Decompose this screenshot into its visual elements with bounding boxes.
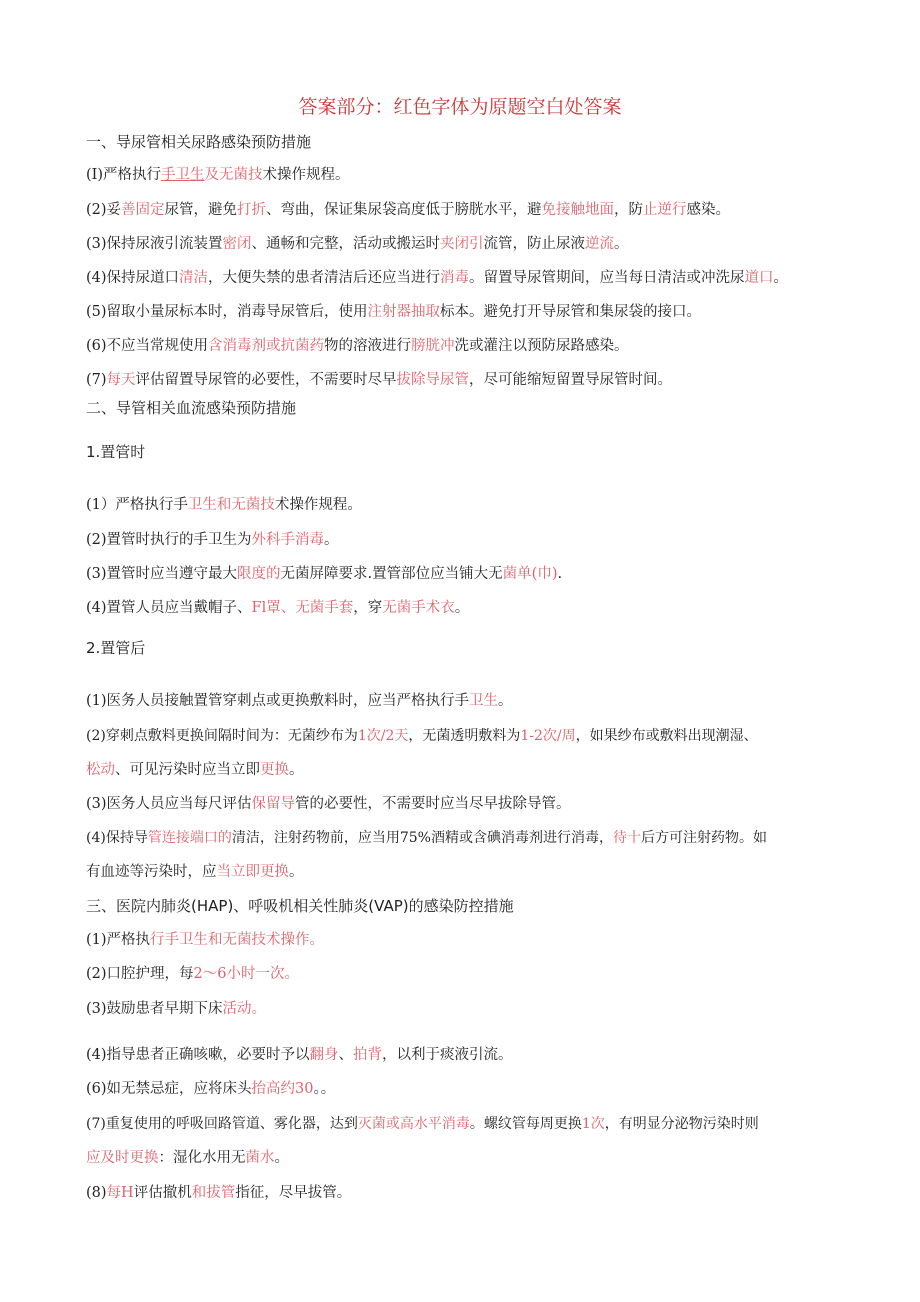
answer-text: Fl罩、无菌手套: [251, 600, 354, 616]
answer-text: 1次: [581, 1116, 605, 1132]
s3-item-2: (2)口腔护理，每2～6小时一次。: [86, 966, 299, 982]
answer-text: 道口: [744, 270, 774, 286]
answer-text: 手卫生: [161, 167, 205, 183]
s3-item-1: (1)严格执行手卫生和无菌技术操作。: [86, 932, 325, 948]
answer-text: 限度的: [237, 566, 281, 582]
answer-text: 1次/2天: [357, 728, 409, 744]
answer-text: 无菌手术衣: [382, 600, 455, 616]
answer-text: 灭菌或高水平消毒: [357, 1116, 470, 1132]
answer-text: 每H: [106, 1185, 134, 1201]
s3-item-3: (3)鼓励患者早期下床活动。: [86, 1001, 267, 1017]
answer-text: 注射器抽取: [367, 304, 441, 320]
answer-text: 松动: [86, 762, 115, 778]
answer-text: 翻身: [309, 1047, 339, 1063]
s1-item-2: (2)妥善固定尿管，避免打折、弯曲，保证集尿袋高度低于膀胱水平，避免接触地面，防止逆行感染。: [86, 202, 731, 218]
s2-a-item-3: (3)置管时应当遵守最大限度的无菌屏障要求.置管部位应当铺大无菌单(巾).: [86, 566, 563, 582]
answer-text: 卫生和无菌技: [187, 497, 275, 513]
s2-a-item-1: (1）严格执行手卫生和无菌技术操作规程。: [86, 497, 362, 513]
answer-text: 2～6小时一次: [193, 966, 285, 982]
answer-text: 外科手消毒: [251, 532, 325, 548]
answer-text: 拍背: [353, 1047, 383, 1063]
s3-item-6: (6)如无禁忌症，应将床头抬高约30。。: [86, 1081, 336, 1097]
subheading-2: 2.置管后: [86, 639, 146, 657]
s1-item-3: (3)保持尿液引流装置密闭、通畅和完整，活动或搬运时夹闭引流管，防止尿液逆流。: [86, 236, 629, 252]
s2-b-item-4: (4)保持导管连接端口的清洁，注射药物前，应当用75%酒精或含碘消毒剂进行消毒，待十后方可注射药物。如: [86, 830, 767, 846]
answer-text: 行手卫生和无菌技术操作: [150, 932, 310, 948]
s1-item-6: (6)不应当常规使用含消毒剂或抗菌药物的溶液进行膀胱冲洗或灌注以预防尿路感染。: [86, 338, 629, 354]
answer-text: 管连接端口的: [147, 830, 232, 846]
answer-text: 待十: [612, 830, 641, 846]
answer-text: 夹闭引: [440, 236, 484, 252]
answer-text: 打折: [237, 202, 267, 218]
s3-item-7: (7)重复使用的呼吸回路管道、雾化器，达到灭菌或高水平消毒。螺纹管每周更换1次，有明显分泌物污染时则: [86, 1116, 759, 1132]
s2-b-item-2: (2)穿刺点敷料更换间隔时间为：无菌纱布为1次/2天，无菌透明敷料为1-2次/周，如果纱布或敷料出现潮湿、: [86, 728, 758, 744]
s1-item-4: (4)保持尿道口清洁，大便失禁的患者清洁后还应当进行消毒。留置导尿管期间，应当每日清洁或冲洗尿道口。: [86, 270, 789, 286]
answer-text: 1-2次/周: [520, 728, 576, 744]
answer-text: 卫生: [469, 693, 499, 709]
answer-text: 及无菌技: [204, 167, 263, 183]
s1-item-1: (I)严格执行手卫生及无菌技术操作规程。: [86, 167, 350, 183]
s2-b-item-4-cont: 有血迹等污染时，应当立即更换。: [86, 864, 304, 880]
answer-text: 每天: [106, 372, 136, 388]
answer-text: 密闭: [222, 236, 252, 252]
answer-text: 菌单(巾): [502, 566, 558, 582]
page-title: 答案部分：红色字体为原题空白处答案: [298, 96, 622, 118]
answer-text: 活动: [222, 1001, 252, 1017]
answer-text: 清洁: [179, 270, 209, 286]
answer-text: 膀胱冲: [411, 338, 455, 354]
section-2-heading: 二、导管相关血流感染预防措施: [86, 399, 297, 417]
answer-text: 免接触地面: [541, 202, 615, 218]
section-1-heading: 一、导尿管相关尿路感染预防措施: [86, 133, 312, 151]
s1-item-7: (7)每天评估留置导尿管的必要性，不需要时尽早拔除导尿管，尽可能缩短留置导尿管时间。: [86, 372, 673, 388]
section-3-heading: 三、医院内肺炎(HAP)、呼吸机相关性肺炎(VAP)的感染防控措施: [86, 897, 514, 915]
subheading-1: 1.置管时: [86, 443, 146, 461]
s3-item-4: (4)指导患者正确咳嗽，必要时予以翻身、拍背，以利于痰液引流。: [86, 1047, 513, 1063]
answer-text: 菌水: [245, 1150, 275, 1166]
answer-text: 应及时更换: [86, 1150, 159, 1166]
s2-b-item-3: (3)医务人员应当每尺评估保留导管的必要性，不需要时应当尽早拔除导管。: [86, 796, 571, 812]
answer-text: 抬高约30: [251, 1081, 314, 1097]
s3-item-7-cont: 应及时更换：湿化水用无菌水。: [86, 1150, 289, 1166]
s2-a-item-4: (4)置管人员应当戴帽子、Fl罩、无菌手套，穿无菌手术衣。: [86, 600, 470, 616]
answer-text: 含消毒剂或抗菌药: [208, 338, 325, 354]
s2-b-item-1: (1)医务人员接触置管穿刺点或更换敷料时，应当严格执行手卫生。: [86, 693, 513, 709]
answer-text: 当立即更换: [216, 864, 289, 880]
answer-text: 善固定: [121, 202, 165, 218]
answer-text: 保留导: [251, 796, 296, 812]
s3-item-8: (8)每H评估撤机和拔管指征，尽早拔管。: [86, 1185, 352, 1201]
answer-text: 消毒: [440, 270, 470, 286]
answer-text: 拔除导尿管: [396, 372, 470, 388]
answer-text: 逆流: [585, 236, 615, 252]
answer-text: 更换: [260, 762, 289, 778]
s1-item-5: (5)留取小量尿标本时，消毒导尿管后，使用注射器抽取标本。避免打开导尿管和集尿袋的接口。: [86, 304, 702, 320]
s2-a-item-2: (2)置管时执行的手卫生为外科手消毒。: [86, 532, 339, 548]
answer-text: 止逆行: [643, 202, 687, 218]
s2-b-item-2-cont: 松动、可见污染时应当立即更换。: [86, 762, 304, 778]
answer-text: 和拔管: [191, 1185, 236, 1201]
